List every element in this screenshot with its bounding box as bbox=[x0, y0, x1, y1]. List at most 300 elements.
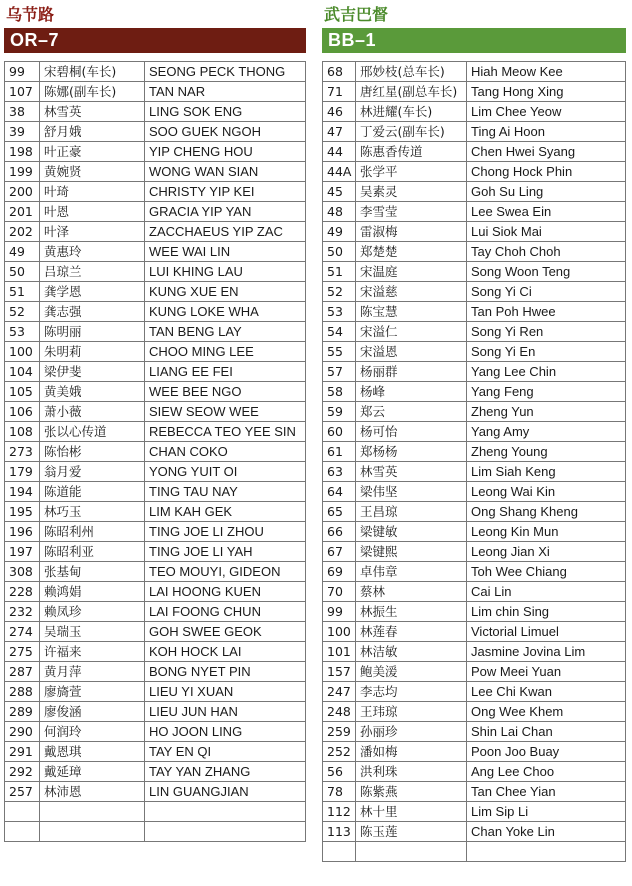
chinese-name: 戴延璋 bbox=[39, 762, 144, 781]
table-row bbox=[5, 782, 305, 802]
seat-number: 195 bbox=[9, 504, 33, 519]
chinese-name: 孙丽珍 bbox=[355, 722, 466, 741]
chinese-name: 郑楚楚 bbox=[355, 242, 466, 261]
seat-number: 288 bbox=[9, 684, 33, 699]
chinese-name: 林莲春 bbox=[355, 622, 466, 641]
english-name: Chan Yoke Lin bbox=[466, 822, 625, 841]
english-name: Chong Hock Phin bbox=[466, 162, 625, 181]
table-row bbox=[323, 622, 625, 642]
table-row bbox=[5, 522, 305, 542]
table-row bbox=[5, 182, 305, 202]
chinese-name: 舒月娥 bbox=[39, 122, 144, 141]
chinese-name: 黄月萍 bbox=[39, 662, 144, 681]
chinese-name: 张基甸 bbox=[39, 562, 144, 581]
seat-number: 50 bbox=[327, 244, 343, 259]
bukit-batok-column bbox=[322, 0, 626, 862]
table-row bbox=[5, 362, 305, 382]
table-row bbox=[5, 702, 305, 722]
table-row bbox=[5, 602, 305, 622]
chinese-name: 戴恩琪 bbox=[39, 742, 144, 761]
seat-number: 275 bbox=[9, 644, 33, 659]
chinese-name: 宋溢恩 bbox=[355, 342, 466, 361]
english-name: Song Yi Ren bbox=[466, 322, 625, 341]
english-name: Victorial Limuel bbox=[466, 622, 625, 641]
english-name: Yang Lee Chin bbox=[466, 362, 625, 381]
seat-number: 60 bbox=[327, 424, 343, 439]
english-name: Lim Sip Li bbox=[466, 802, 625, 821]
seat-number: 107 bbox=[9, 84, 33, 99]
seat-number: 61 bbox=[327, 444, 343, 459]
seat-number: 52 bbox=[9, 304, 25, 319]
seat-number: 194 bbox=[9, 484, 33, 499]
english-name: ZACCHAEUS YIP ZAC bbox=[144, 222, 305, 241]
chinese-name bbox=[39, 822, 144, 841]
chinese-name: 翁月爱 bbox=[39, 462, 144, 481]
table-row bbox=[5, 562, 305, 582]
chinese-name: 赖鸿娟 bbox=[39, 582, 144, 601]
english-name: SOO GUEK NGOH bbox=[144, 122, 305, 141]
seat-number: 100 bbox=[327, 624, 351, 639]
seat-number: 52 bbox=[327, 284, 343, 299]
table-row bbox=[323, 122, 625, 142]
english-name: CHAN COKO bbox=[144, 442, 305, 461]
chinese-name: 陈玉莲 bbox=[355, 822, 466, 841]
table-row bbox=[323, 462, 625, 482]
english-name: TING JOE LI ZHOU bbox=[144, 522, 305, 541]
english-name: Poon Joo Buay bbox=[466, 742, 625, 761]
table-row bbox=[5, 642, 305, 662]
table-row bbox=[5, 422, 305, 442]
table-row bbox=[323, 382, 625, 402]
chinese-name: 李雪莹 bbox=[355, 202, 466, 221]
seat-number: 108 bbox=[9, 424, 33, 439]
seat-number: 70 bbox=[327, 584, 343, 599]
chinese-name: 陈昭利州 bbox=[39, 522, 144, 541]
chinese-name: 陈怡彬 bbox=[39, 442, 144, 461]
english-name: BONG NYET PIN bbox=[144, 662, 305, 681]
seat-number: 68 bbox=[327, 64, 343, 79]
chinese-name: 廖俊涵 bbox=[39, 702, 144, 721]
english-name: Shin Lai Chan bbox=[466, 722, 625, 741]
seat-number: 58 bbox=[327, 384, 343, 399]
seat-number: 71 bbox=[327, 84, 343, 99]
table-row bbox=[323, 142, 625, 162]
seat-number: 67 bbox=[327, 544, 343, 559]
chinese-name: 梁伊斐 bbox=[39, 362, 144, 381]
table-row bbox=[5, 162, 305, 182]
table-row bbox=[5, 722, 305, 742]
seat-number: 64 bbox=[327, 484, 343, 499]
seat-number: 48 bbox=[327, 204, 343, 219]
table-row bbox=[323, 842, 625, 862]
chinese-name: 宋溢仁 bbox=[355, 322, 466, 341]
english-name: GOH SWEE GEOK bbox=[144, 622, 305, 641]
chinese-name: 何润玲 bbox=[39, 722, 144, 741]
chinese-name: 杨丽群 bbox=[355, 362, 466, 381]
chinese-name: 陈昭利亚 bbox=[39, 542, 144, 561]
english-name: Goh Su Ling bbox=[466, 182, 625, 201]
english-name: YIP CHENG HOU bbox=[144, 142, 305, 161]
seat-number: 274 bbox=[9, 624, 33, 639]
table-row bbox=[323, 402, 625, 422]
chinese-name: 卓伟章 bbox=[355, 562, 466, 581]
english-name: YONG YUIT OI bbox=[144, 462, 305, 481]
table-row bbox=[323, 182, 625, 202]
seat-number: 99 bbox=[9, 64, 25, 79]
seat-number: 51 bbox=[327, 264, 343, 279]
table-row bbox=[5, 302, 305, 322]
seat-number: 157 bbox=[327, 664, 351, 679]
english-name: Song Woon Teng bbox=[466, 262, 625, 281]
seat-number: 55 bbox=[327, 344, 343, 359]
table-row bbox=[5, 442, 305, 462]
english-name: Ting Ai Hoon bbox=[466, 122, 625, 141]
table-row bbox=[5, 322, 305, 342]
chinese-name: 陈惠香传道 bbox=[355, 142, 466, 161]
seat-number: 56 bbox=[327, 764, 343, 779]
english-name: Tan Poh Hwee bbox=[466, 302, 625, 321]
english-name: WONG WAN SIAN bbox=[144, 162, 305, 181]
passenger-table bbox=[322, 61, 626, 862]
table-row bbox=[323, 682, 625, 702]
english-name: Tang Hong Xing bbox=[466, 82, 625, 101]
seat-number: 196 bbox=[9, 524, 33, 539]
table-row bbox=[323, 782, 625, 802]
seat-number: 69 bbox=[327, 564, 343, 579]
english-name: Pow Meei Yuan bbox=[466, 662, 625, 681]
table-row bbox=[323, 322, 625, 342]
table-row bbox=[5, 582, 305, 602]
seat-number: 54 bbox=[327, 324, 343, 339]
chinese-name: 廖旖萱 bbox=[39, 682, 144, 701]
seat-number: 47 bbox=[327, 124, 343, 139]
english-name: Song Yi Ci bbox=[466, 282, 625, 301]
table-row bbox=[5, 682, 305, 702]
chinese-name: 林洁敏 bbox=[355, 642, 466, 661]
chinese-name: 叶恩 bbox=[39, 202, 144, 221]
table-row bbox=[323, 302, 625, 322]
table-row bbox=[323, 762, 625, 782]
chinese-name: 龚学恩 bbox=[39, 282, 144, 301]
chinese-name: 叶正豪 bbox=[39, 142, 144, 161]
english-name: TING TAU NAY bbox=[144, 482, 305, 501]
english-name: Zheng Young bbox=[466, 442, 625, 461]
english-name: TING JOE LI YAH bbox=[144, 542, 305, 561]
table-row bbox=[323, 702, 625, 722]
seat-number: 50 bbox=[9, 264, 25, 279]
english-name: Leong Wai Kin bbox=[466, 482, 625, 501]
chinese-name: 吴素灵 bbox=[355, 182, 466, 201]
chinese-name: 林雪英 bbox=[355, 462, 466, 481]
seat-number: 291 bbox=[9, 744, 33, 759]
table-row bbox=[323, 442, 625, 462]
chinese-name: 丁爱云(副车长) bbox=[355, 122, 466, 141]
english-name: REBECCA TEO YEE SIN bbox=[144, 422, 305, 441]
seat-number: 179 bbox=[9, 464, 33, 479]
chinese-name: 林雪英 bbox=[39, 102, 144, 121]
seat-number: 49 bbox=[9, 244, 25, 259]
passenger-table bbox=[4, 61, 306, 842]
seat-number: 252 bbox=[327, 744, 351, 759]
seat-number: 308 bbox=[9, 564, 33, 579]
chinese-name: 张以心传道 bbox=[39, 422, 144, 441]
english-name: Leong Jian Xi bbox=[466, 542, 625, 561]
english-name: Ang Lee Choo bbox=[466, 762, 625, 781]
route-header: BB–1 bbox=[322, 28, 626, 53]
table-row bbox=[5, 402, 305, 422]
table-row bbox=[5, 622, 305, 642]
table-row bbox=[5, 242, 305, 262]
english-name: TAN BENG LAY bbox=[144, 322, 305, 341]
seat-number: 287 bbox=[9, 664, 33, 679]
chinese-name: 梁伟坚 bbox=[355, 482, 466, 501]
table-row bbox=[323, 822, 625, 842]
chinese-name: 李志均 bbox=[355, 682, 466, 701]
seat-number: 105 bbox=[9, 384, 33, 399]
seat-number: 66 bbox=[327, 524, 343, 539]
chinese-name: 陈宝慧 bbox=[355, 302, 466, 321]
seat-number: 290 bbox=[9, 724, 33, 739]
chinese-name: 宋温庭 bbox=[355, 262, 466, 281]
chinese-name: 陈道能 bbox=[39, 482, 144, 501]
chinese-name: 梁键敏 bbox=[355, 522, 466, 541]
english-name: Lui Siok Mai bbox=[466, 222, 625, 241]
seat-number bbox=[5, 822, 39, 841]
table-row bbox=[323, 502, 625, 522]
seat-number bbox=[5, 802, 39, 821]
english-name: LAI FOONG CHUN bbox=[144, 602, 305, 621]
english-name: SEONG PECK THONG bbox=[144, 62, 305, 81]
table-row bbox=[323, 202, 625, 222]
seat-number: 202 bbox=[9, 224, 33, 239]
chinese-name: 林巧玉 bbox=[39, 502, 144, 521]
seat-number bbox=[323, 842, 355, 861]
english-name: TAN NAR bbox=[144, 82, 305, 101]
english-name: LIANG EE FEI bbox=[144, 362, 305, 381]
english-name: SIEW SEOW WEE bbox=[144, 402, 305, 421]
seat-number: 78 bbox=[327, 784, 343, 799]
table-row bbox=[5, 122, 305, 142]
chinese-name: 潘如梅 bbox=[355, 742, 466, 761]
seat-number: 198 bbox=[9, 144, 33, 159]
chinese-name: 林沛恩 bbox=[39, 782, 144, 801]
chinese-name: 王昌琼 bbox=[355, 502, 466, 521]
orchard-column bbox=[4, 0, 306, 842]
table-row bbox=[5, 62, 305, 82]
table-row bbox=[323, 242, 625, 262]
table-row bbox=[323, 222, 625, 242]
chinese-name: 雷淑梅 bbox=[355, 222, 466, 241]
english-name: Lim Siah Keng bbox=[466, 462, 625, 481]
table-row bbox=[5, 742, 305, 762]
english-name: Chen Hwei Syang bbox=[466, 142, 625, 161]
chinese-name: 郑云 bbox=[355, 402, 466, 421]
english-name: LIN GUANGJIAN bbox=[144, 782, 305, 801]
seat-number: 46 bbox=[327, 104, 343, 119]
chinese-name: 宋碧桐(车长) bbox=[39, 62, 144, 81]
chinese-name bbox=[39, 802, 144, 821]
chinese-name: 邢妙枝(总车长) bbox=[355, 62, 466, 81]
english-name: Jasmine Jovina Lim bbox=[466, 642, 625, 661]
seat-number: 53 bbox=[9, 324, 25, 339]
chinese-name: 朱明莉 bbox=[39, 342, 144, 361]
seat-number: 53 bbox=[327, 304, 343, 319]
chinese-name: 梁键熙 bbox=[355, 542, 466, 561]
chinese-name: 张学平 bbox=[355, 162, 466, 181]
table-row bbox=[5, 802, 305, 822]
chinese-name: 鲍美湲 bbox=[355, 662, 466, 681]
english-name: Yang Amy bbox=[466, 422, 625, 441]
seat-number: 44 bbox=[327, 144, 343, 159]
table-row bbox=[323, 342, 625, 362]
table-row bbox=[323, 562, 625, 582]
english-name: Tan Chee Yian bbox=[466, 782, 625, 801]
english-name: CHOO MING LEE bbox=[144, 342, 305, 361]
table-row bbox=[323, 722, 625, 742]
chinese-name: 许福来 bbox=[39, 642, 144, 661]
english-name: LIEU JUN HAN bbox=[144, 702, 305, 721]
table-row bbox=[323, 282, 625, 302]
english-name: Hiah Meow Kee bbox=[466, 62, 625, 81]
english-name bbox=[144, 822, 305, 841]
seat-number: 63 bbox=[327, 464, 343, 479]
english-name: KUNG XUE EN bbox=[144, 282, 305, 301]
table-row bbox=[323, 522, 625, 542]
seat-number: 44A bbox=[327, 164, 352, 179]
english-name: TAY YAN ZHANG bbox=[144, 762, 305, 781]
chinese-name: 林十里 bbox=[355, 802, 466, 821]
table-row bbox=[323, 162, 625, 182]
chinese-name: 吕琼兰 bbox=[39, 262, 144, 281]
chinese-name: 洪利珠 bbox=[355, 762, 466, 781]
english-name: CHRISTY YIP KEI bbox=[144, 182, 305, 201]
seat-number: 45 bbox=[327, 184, 343, 199]
table-row bbox=[5, 822, 305, 842]
chinese-name: 陈明丽 bbox=[39, 322, 144, 341]
table-row bbox=[5, 102, 305, 122]
chinese-name: 王玮琼 bbox=[355, 702, 466, 721]
seat-number: 232 bbox=[9, 604, 33, 619]
english-name: KUNG LOKE WHA bbox=[144, 302, 305, 321]
table-row bbox=[323, 802, 625, 822]
seat-number: 273 bbox=[9, 444, 33, 459]
english-name: HO JOON LING bbox=[144, 722, 305, 741]
chinese-name: 叶泽 bbox=[39, 222, 144, 241]
table-row bbox=[323, 82, 625, 102]
seat-number: 228 bbox=[9, 584, 33, 599]
chinese-name: 吴瑞玉 bbox=[39, 622, 144, 641]
place-title: 乌节路 bbox=[6, 5, 55, 24]
table-row bbox=[5, 82, 305, 102]
english-name bbox=[466, 842, 625, 861]
english-name: Lee Chi Kwan bbox=[466, 682, 625, 701]
english-name: Toh Wee Chiang bbox=[466, 562, 625, 581]
table-row bbox=[323, 642, 625, 662]
table-row bbox=[5, 342, 305, 362]
chinese-name: 林振生 bbox=[355, 602, 466, 621]
table-row bbox=[323, 362, 625, 382]
chinese-name: 赖凤珍 bbox=[39, 602, 144, 621]
seat-number: 49 bbox=[327, 224, 343, 239]
seat-number: 51 bbox=[9, 284, 25, 299]
english-name: Ong Shang Kheng bbox=[466, 502, 625, 521]
seat-number: 112 bbox=[327, 804, 351, 819]
seat-number: 106 bbox=[9, 404, 33, 419]
english-name: WEE BEE NGO bbox=[144, 382, 305, 401]
table-row bbox=[323, 422, 625, 442]
english-name: WEE WAI LIN bbox=[144, 242, 305, 261]
english-name: LIM KAH GEK bbox=[144, 502, 305, 521]
table-row bbox=[323, 602, 625, 622]
english-name: LUI KHING LAU bbox=[144, 262, 305, 281]
table-row bbox=[323, 102, 625, 122]
seat-number: 257 bbox=[9, 784, 33, 799]
chinese-name: 陈紫燕 bbox=[355, 782, 466, 801]
chinese-name bbox=[355, 842, 466, 861]
table-row bbox=[5, 542, 305, 562]
seat-number: 199 bbox=[9, 164, 33, 179]
place-title: 武吉巴督 bbox=[324, 5, 389, 24]
english-name: Song Yi En bbox=[466, 342, 625, 361]
table-row bbox=[5, 462, 305, 482]
table-row bbox=[323, 62, 625, 82]
english-name: TAY EN QI bbox=[144, 742, 305, 761]
table-row bbox=[323, 742, 625, 762]
english-name: Tay Choh Choh bbox=[466, 242, 625, 261]
seat-number: 197 bbox=[9, 544, 33, 559]
route-header: OR–7 bbox=[4, 28, 306, 53]
table-row bbox=[5, 662, 305, 682]
seat-number: 259 bbox=[327, 724, 351, 739]
english-name: Lim chin Sing bbox=[466, 602, 625, 621]
chinese-name: 龚志强 bbox=[39, 302, 144, 321]
table-row bbox=[5, 142, 305, 162]
table-row bbox=[5, 202, 305, 222]
seat-number: 247 bbox=[327, 684, 351, 699]
english-name: LAI HOONG KUEN bbox=[144, 582, 305, 601]
seat-number: 59 bbox=[327, 404, 343, 419]
chinese-name: 唐红星(副总车长) bbox=[355, 82, 466, 101]
table-row bbox=[323, 662, 625, 682]
table-row bbox=[323, 482, 625, 502]
chinese-name: 杨峰 bbox=[355, 382, 466, 401]
table-row bbox=[323, 262, 625, 282]
table-row bbox=[5, 262, 305, 282]
english-name: Lim Chee Yeow bbox=[466, 102, 625, 121]
seat-number: 200 bbox=[9, 184, 33, 199]
seat-number: 104 bbox=[9, 364, 33, 379]
english-name: LING SOK ENG bbox=[144, 102, 305, 121]
chinese-name: 林进耀(车长) bbox=[355, 102, 466, 121]
english-name: GRACIA YIP YAN bbox=[144, 202, 305, 221]
chinese-name: 黄美娥 bbox=[39, 382, 144, 401]
seat-number: 201 bbox=[9, 204, 33, 219]
seat-number: 38 bbox=[9, 104, 25, 119]
english-name: Cai Lin bbox=[466, 582, 625, 601]
english-name: LIEU YI XUAN bbox=[144, 682, 305, 701]
seat-number: 248 bbox=[327, 704, 351, 719]
english-name: Yang Feng bbox=[466, 382, 625, 401]
chinese-name: 郑杨杨 bbox=[355, 442, 466, 461]
chinese-name: 宋溢慈 bbox=[355, 282, 466, 301]
seat-number: 101 bbox=[327, 644, 351, 659]
seat-number: 289 bbox=[9, 704, 33, 719]
seat-number: 57 bbox=[327, 364, 343, 379]
chinese-name: 蔡林 bbox=[355, 582, 466, 601]
seat-number: 100 bbox=[9, 344, 33, 359]
chinese-name: 萧小薇 bbox=[39, 402, 144, 421]
english-name bbox=[144, 802, 305, 821]
